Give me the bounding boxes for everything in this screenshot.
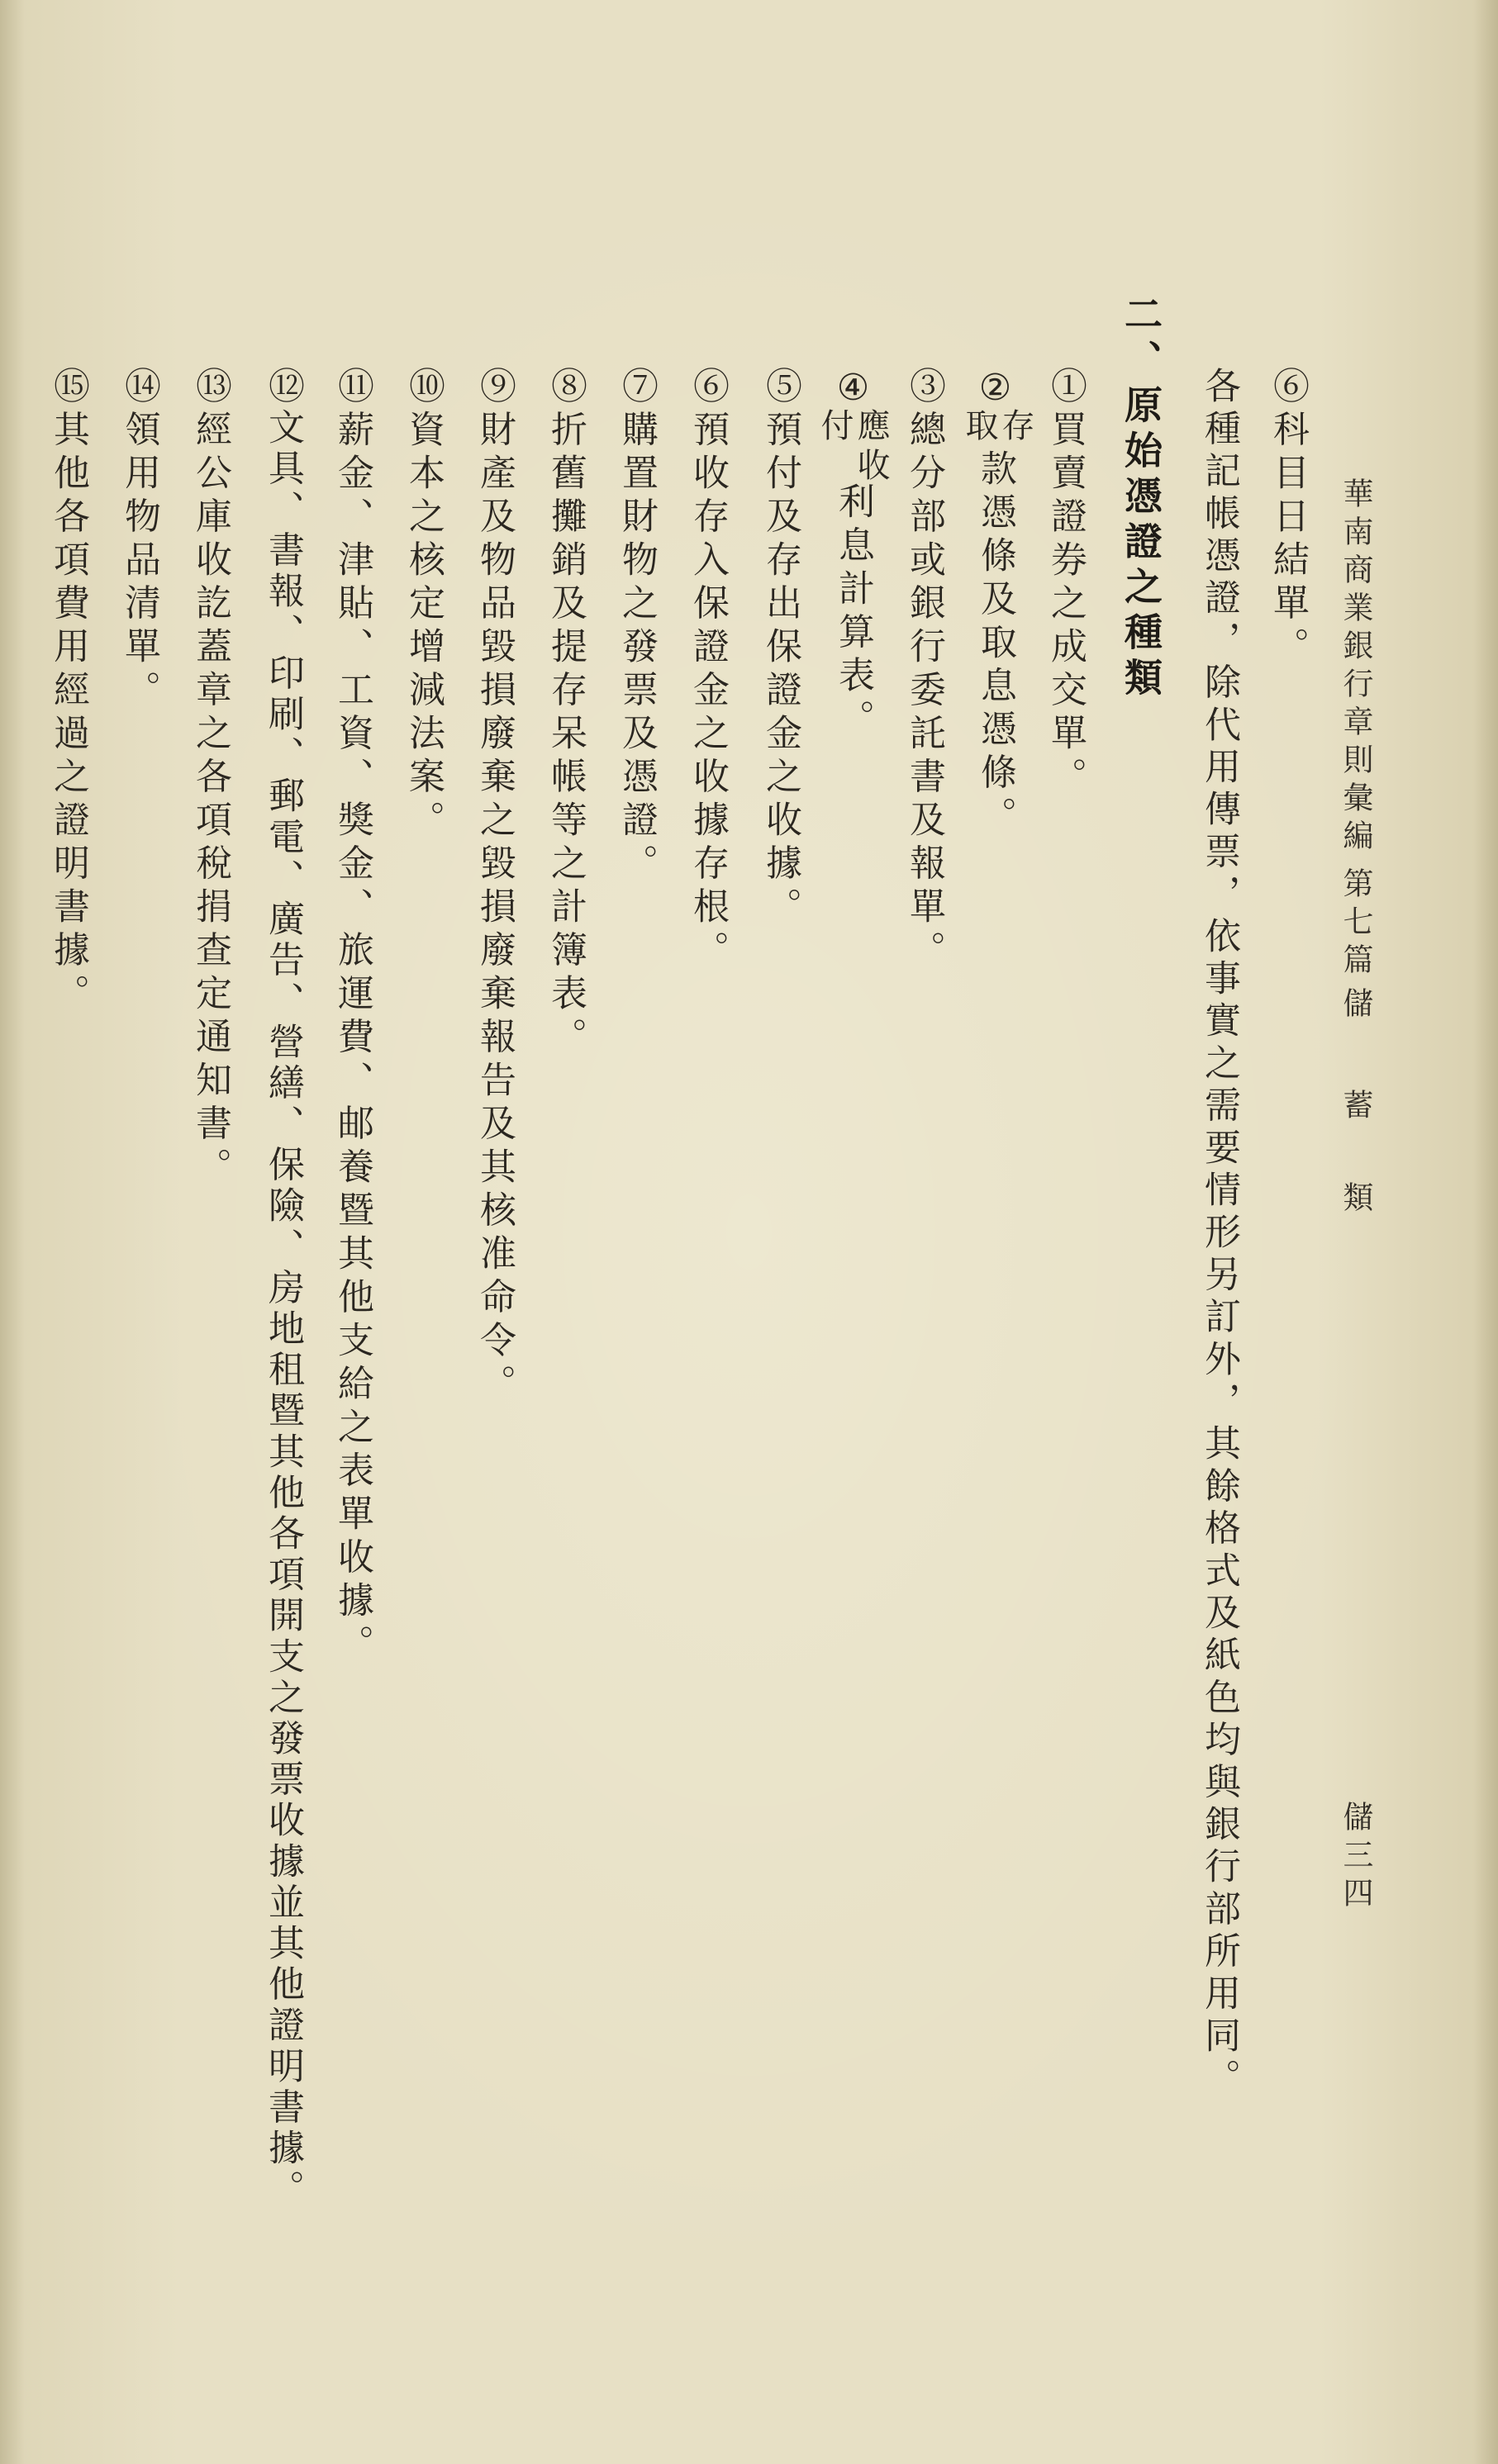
list-item-3: ③總分部或銀行委託書及報單。 xyxy=(903,367,945,974)
book-title: 華南商業銀行章則彙編 xyxy=(1338,477,1373,857)
list-item-15: ⑮其他各項費用經過之證明書據。 xyxy=(47,367,89,1018)
list-item-7: ⑦購置財物之發票及憑證。 xyxy=(616,367,658,887)
list-item-9: ⑨財產及物品毀損廢棄之毀損廢棄報告及其核准命令。 xyxy=(473,367,516,1408)
list-item-2-prefix: ② xyxy=(974,367,1016,416)
list-item-4-stack-top: 應收 xyxy=(852,408,890,487)
list-item-4-stack-bottom: 付 xyxy=(816,408,854,448)
chapter-name-char-3: 類 xyxy=(1338,1181,1373,1219)
list-item-14: ⑭領用物品清單。 xyxy=(118,367,160,714)
chapter-name-char-1: 儲 xyxy=(1338,987,1373,1025)
list-item-2: 款憑條及取息憑條。 xyxy=(974,449,1016,840)
list-item-4-prefix: ④ xyxy=(832,367,874,416)
page-number: 儲三四 xyxy=(1338,1801,1373,1915)
list-item-1: ①買賣證券之成交單。 xyxy=(1044,367,1087,800)
list-item-2-stacked-note xyxy=(960,408,1034,448)
list-item-11: ⑪薪金、津貼、工資、獎金、旅運費、邮養暨其他支給之表單收據。 xyxy=(331,367,373,1668)
list-item-2-stack-top: 存 xyxy=(996,408,1034,448)
left-edge-shadow xyxy=(0,0,25,2464)
general-note: 各種記帳憑證，除代用傳票，依事實之需要情形另訂外，其餘格式及紙色均與銀行部所用同。 xyxy=(1198,367,1240,2101)
list-item-4-stacked-note xyxy=(816,408,890,487)
section-heading: 二、原始憑證之種類 xyxy=(1119,294,1163,703)
list-item-13: ⑬經公庫收訖蓋章之各項稅捐查定通知書。 xyxy=(189,367,231,1191)
list-item-4: 利息計算表。 xyxy=(832,482,874,743)
chapter-name-char-2: 蓄 xyxy=(1338,1089,1373,1127)
list-item-2-stack-bottom: 取 xyxy=(960,408,998,448)
list-item-5: ⑤預付及存出保證金之收據。 xyxy=(759,367,801,931)
right-edge-shadow xyxy=(1473,0,1498,2464)
list-item-10: ⑩資本之核定增減法案。 xyxy=(402,367,445,844)
list-item-8: ⑧折舊攤銷及提存呆帳等之計簿表。 xyxy=(545,367,587,1061)
list-item-6: ⑥預收存入保證金之收據存根。 xyxy=(687,367,729,974)
list-item-12: ⑫文具、書報、印刷、郵電、廣告、營繕、保險、房地租暨其他各項開支之發票收據並其他證明書據。 xyxy=(262,367,304,2210)
item-6-subject-daily-sheet: ⑥科目日結單。 xyxy=(1267,367,1309,671)
chapter-number: 第七篇 xyxy=(1338,867,1373,981)
